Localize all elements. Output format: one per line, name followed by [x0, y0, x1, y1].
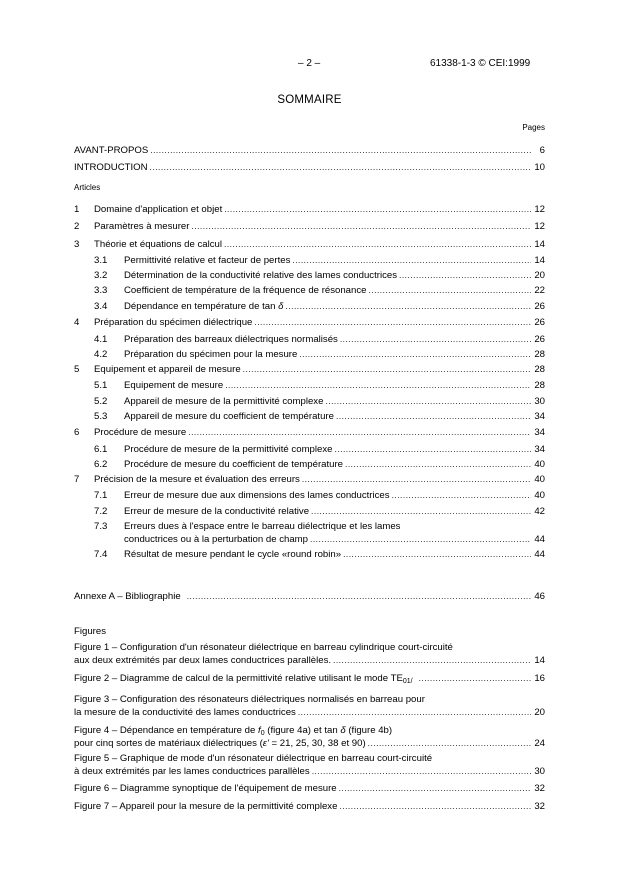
- leader-dots: [150, 144, 531, 157]
- clause-title: Equipement et appareil de mesure: [94, 364, 241, 375]
- figure-page: 24: [534, 738, 545, 749]
- leader-dots: [225, 379, 531, 392]
- clause-page: 34: [534, 427, 545, 438]
- clause-number: 5.3: [94, 411, 108, 422]
- toc-figure-5[interactable]: [0, 765, 619, 778]
- clause-title: Appareil de mesure de la permittivité complexe: [124, 396, 324, 407]
- clause-title: Procédure de mesure du coefficient de température: [124, 459, 344, 470]
- clause-title-line1: Erreurs dues à l'espace entre le barreau diélectrique et les lames: [124, 521, 401, 532]
- toc-clause-6-2[interactable]: [0, 458, 619, 471]
- toc-figure-7[interactable]: [0, 800, 619, 813]
- clause-number: 7.1: [94, 490, 108, 501]
- clause-page: 26: [534, 317, 545, 328]
- clause-title: Détermination de la conductivité relative des lames conductrices: [124, 270, 398, 281]
- figure-page: 32: [534, 783, 545, 794]
- toc-figure-2[interactable]: [0, 672, 619, 685]
- clause-page: 20: [534, 270, 545, 281]
- toc-clause-7[interactable]: [0, 473, 619, 486]
- clause-number: 4.2: [94, 349, 108, 360]
- pages-column-label: Pages: [522, 123, 545, 132]
- page-title: SOMMAIRE: [277, 94, 342, 106]
- clause-page: 34: [534, 444, 545, 455]
- clause-number: 5: [74, 364, 80, 375]
- clause-title: Paramètres à mesurer: [94, 221, 190, 232]
- leader-dots: [340, 333, 531, 346]
- clause-page: 44: [534, 549, 545, 560]
- leader-dots: [325, 395, 531, 408]
- clause-number: 1: [74, 204, 80, 215]
- clause-number: 7.2: [94, 506, 108, 517]
- leader-dots: [392, 489, 531, 502]
- clause-number: 3.2: [94, 270, 108, 281]
- toc-clause-3-2[interactable]: [0, 269, 619, 282]
- figure-title: à deux extrémités par les lames conductrices parallèles: [74, 766, 310, 777]
- clause-number: 6.1: [94, 444, 108, 455]
- toc-clause-7-3[interactable]: [0, 533, 619, 546]
- clause-number: 6: [74, 427, 80, 438]
- leader-dots: [419, 672, 531, 685]
- clause-number: 4.1: [94, 334, 108, 345]
- clause-title: Appareil de mesure du coefficient de température: [124, 411, 334, 422]
- mode-label: $TE_{01/}$: [390, 673, 413, 685]
- leader-dots: [310, 533, 531, 546]
- toc-annex-a[interactable]: [0, 590, 619, 603]
- leader-dots: [339, 782, 531, 795]
- toc-clause-5-2[interactable]: [0, 395, 619, 408]
- leader-dots: [150, 161, 531, 174]
- clause-title: Théorie et équations de calcul: [94, 239, 222, 250]
- clause-page: 28: [534, 349, 545, 360]
- toc-clause-7-2[interactable]: [0, 505, 619, 518]
- toc-clause-7-3-line1[interactable]: [0, 520, 619, 533]
- clause-page: 30: [534, 396, 545, 407]
- figure-title: pour cinq sortes de matériaux diélectriques (ε' = 21, 25, 30, 38 et 90): [74, 738, 366, 749]
- toc-clause-2[interactable]: [0, 220, 619, 233]
- figures-label: Figures: [74, 626, 106, 637]
- figure-5-title-line1: Figure 5 – Graphique de mode d'un résonateur diélectrique en barreau court-circuité: [74, 753, 433, 764]
- toc-clause-5[interactable]: [0, 363, 619, 376]
- toc-entry-page: 6: [539, 145, 545, 156]
- clause-page: 22: [534, 285, 545, 296]
- leader-dots: [311, 505, 531, 518]
- page-number: – 2 –: [298, 58, 321, 69]
- clause-page: 40: [534, 459, 545, 470]
- clause-page: 26: [534, 334, 545, 345]
- annex-title: Annexe A – Bibliographie: [74, 591, 181, 602]
- toc-clause-3-4[interactable]: [0, 300, 619, 313]
- annex-page: 46: [534, 591, 545, 602]
- clause-title: Erreur de mesure due aux dimensions des lames conductrices: [124, 490, 390, 501]
- clause-title: Résultat de mesure pendant le cycle «round robin»: [124, 549, 342, 560]
- leader-dots: [339, 800, 531, 813]
- leader-dots: [292, 254, 531, 267]
- toc-figure-1[interactable]: [0, 654, 619, 667]
- clause-page: 40: [534, 490, 545, 501]
- toc-clause-3-3[interactable]: [0, 284, 619, 297]
- leader-dots: [243, 363, 531, 376]
- delta-symbol: δ: [278, 301, 284, 312]
- clause-page: 40: [534, 474, 545, 485]
- clause-page: 34: [534, 411, 545, 422]
- leader-dots: [368, 737, 531, 750]
- toc-entry-label: INTRODUCTION: [74, 162, 148, 173]
- leader-dots: [333, 654, 531, 667]
- clause-page: 26: [534, 301, 545, 312]
- figure-1-title-line1: Figure 1 – Configuration d'un résonateur diélectrique en barreau cylindrique court-circuité: [74, 642, 453, 653]
- leader-dots: [335, 443, 532, 456]
- clause-number: 5.1: [94, 380, 108, 391]
- toc-clause-4-1[interactable]: [0, 333, 619, 346]
- leader-dots: [302, 473, 531, 486]
- clause-number: 3: [74, 239, 80, 250]
- toc-clause-4[interactable]: [0, 316, 619, 329]
- leader-dots: [369, 284, 532, 297]
- clause-number: 3.1: [94, 255, 108, 266]
- toc-figure-3[interactable]: [0, 706, 619, 719]
- figure-page: 16: [534, 673, 545, 684]
- leader-dots: [191, 220, 531, 233]
- clause-number: 3.4: [94, 301, 108, 312]
- clause-title: Coefficient de température de la fréquence de résonance: [124, 285, 367, 296]
- leader-dots: [188, 426, 531, 439]
- toc-entry-avant-propos[interactable]: [0, 144, 619, 157]
- clause-title: Procédure de mesure: [94, 427, 187, 438]
- clause-page: 28: [534, 364, 545, 375]
- clause-page: 42: [534, 506, 545, 517]
- leader-dots: [224, 238, 531, 251]
- toc-clause-5-3[interactable]: [0, 410, 619, 423]
- clause-title: Permittivité relative et facteur de pertes: [124, 255, 291, 266]
- toc-clause-1[interactable]: [0, 203, 619, 216]
- clause-number: 7.4: [94, 549, 108, 560]
- clause-title: Préparation du spécimen diélectrique: [94, 317, 253, 328]
- leader-dots: [224, 203, 531, 216]
- articles-label: Articles: [74, 183, 101, 192]
- document-reference: 61338-1-3 © CEI:1999: [430, 58, 531, 69]
- clause-page: 12: [534, 221, 545, 232]
- clause-number: 7.3: [94, 521, 108, 532]
- leader-dots: [312, 765, 531, 778]
- toc-clause-6[interactable]: [0, 426, 619, 439]
- clause-title: conductrices ou à la perturbation de champ: [124, 534, 308, 545]
- leader-dots: [298, 706, 531, 719]
- toc-clause-7-1[interactable]: [0, 489, 619, 502]
- leader-dots: [187, 590, 531, 603]
- clause-title: Equipement de mesure: [124, 380, 224, 391]
- toc-figure-4[interactable]: [0, 737, 619, 750]
- clause-title: Domaine d'application et objet: [94, 204, 223, 215]
- clause-title: Précision de la mesure et évaluation des erreurs: [94, 474, 300, 485]
- figure-title: Figure 7 – Appareil pour la mesure de la permittivité complexe: [74, 801, 338, 812]
- clause-page: 28: [534, 380, 545, 391]
- figure-title: aux deux extrémités par deux lames conductrices parallèles.: [74, 655, 332, 666]
- leader-dots: [343, 548, 531, 561]
- figure-page: 20: [534, 707, 545, 718]
- leader-dots: [345, 458, 531, 471]
- clause-page: 14: [534, 239, 545, 250]
- clause-number: 6.2: [94, 459, 108, 470]
- toc-entry-introduction[interactable]: [0, 161, 619, 174]
- leader-dots: [399, 269, 531, 282]
- leader-dots: [299, 348, 531, 361]
- figure-page: 32: [534, 801, 545, 812]
- clause-page: 12: [534, 204, 545, 215]
- clause-title: Dépendance en température de tan δ: [124, 301, 284, 312]
- toc-clause-4-2[interactable]: [0, 348, 619, 361]
- clause-page: 14: [534, 255, 545, 266]
- toc-entry-label: AVANT-PROPOS: [74, 145, 149, 156]
- clause-title: Préparation des barreaux diélectriques normalisés: [124, 334, 338, 345]
- clause-title: Préparation du spécimen pour la mesure: [124, 349, 298, 360]
- figure-title: Figure 6 – Diagramme synoptique de l'équipement de mesure: [74, 783, 337, 794]
- toc-entry-page: 10: [534, 162, 545, 173]
- clause-title: Erreur de mesure de la conductivité relative: [124, 506, 310, 517]
- toc-clause-6-1[interactable]: [0, 443, 619, 456]
- clause-number: 7: [74, 474, 80, 485]
- clause-title: Procédure de mesure de la permittivité complexe: [124, 444, 333, 455]
- clause-number: 2: [74, 221, 80, 232]
- figure-page: 30: [534, 766, 545, 777]
- figure-title: Figure 2 – Diagramme de calcul de la permittivité relative utilisant le mode $TE_{01/}$: [74, 673, 413, 685]
- figure-4-title-line1: Figure 4 – Dépendance en température de $f_0$ (figure 4a) et tan δ (figure 4b): [74, 725, 393, 737]
- leader-dots: [254, 316, 531, 329]
- clause-number: 4: [74, 317, 80, 328]
- toc-clause-3[interactable]: [0, 238, 619, 251]
- toc-figure-6[interactable]: [0, 782, 619, 795]
- toc-clause-7-4[interactable]: [0, 548, 619, 561]
- clause-page: 44: [534, 534, 545, 545]
- clause-number: 5.2: [94, 396, 108, 407]
- clause-number: 3.3: [94, 285, 108, 296]
- figure-title: la mesure de la conductivité des lames conductrices: [74, 707, 296, 718]
- leader-dots: [286, 300, 532, 313]
- toc-clause-5-1[interactable]: [0, 379, 619, 392]
- toc-clause-3-1[interactable]: [0, 254, 619, 267]
- leader-dots: [336, 410, 531, 423]
- figure-3-title-line1: Figure 3 – Configuration des résonateurs diélectriques normalisés en barreau pour: [74, 694, 425, 705]
- figure-page: 14: [534, 655, 545, 666]
